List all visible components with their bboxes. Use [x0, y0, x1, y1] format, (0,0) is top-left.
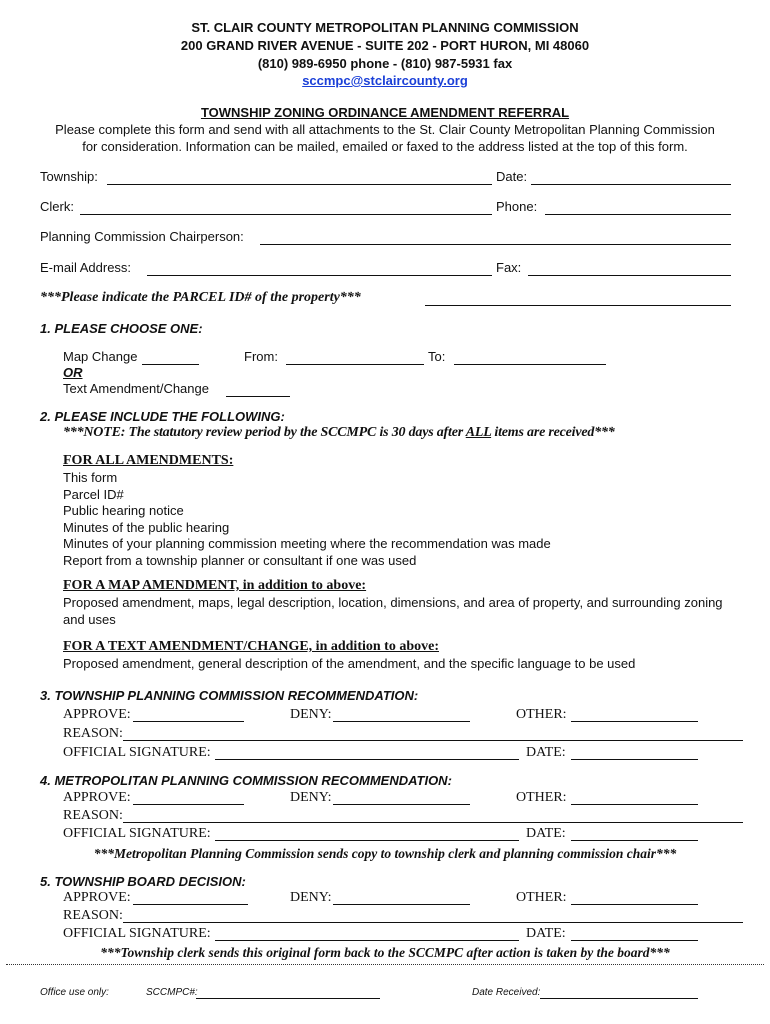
- date-received-field[interactable]: [540, 998, 698, 999]
- s3-reason-field[interactable]: [123, 740, 743, 741]
- all-amendments-heading: FOR ALL AMENDMENTS:: [63, 453, 234, 468]
- s5-signature-label: OFFICIAL SIGNATURE:: [63, 926, 211, 941]
- date-label: Date:: [496, 169, 528, 184]
- review-note-post: items are received***: [491, 425, 615, 440]
- list-item: Report from a township planner or consultant if one was used: [63, 552, 417, 568]
- s4-deny-label: DENY:: [290, 790, 332, 805]
- list-item: This form: [63, 470, 118, 485]
- chair-field[interactable]: [260, 244, 731, 245]
- s3-approve-field[interactable]: [133, 721, 244, 722]
- s4-signature-field[interactable]: [215, 840, 519, 841]
- map-amendment-line-1: Proposed amendment, maps, legal description, location, dimensions, and area of property, and surrounding zoning: [63, 595, 723, 610]
- s5-reason-field[interactable]: [123, 922, 743, 923]
- clerk-field[interactable]: [80, 214, 492, 215]
- form-title: TOWNSHIP ZONING ORDINANCE AMENDMENT REFERRAL: [200, 105, 570, 120]
- org-email-link[interactable]: sccmpc@stclaircounty.org: [302, 73, 468, 88]
- chair-label: Planning Commission Chairperson:: [40, 229, 244, 244]
- intro-line-2: for consideration. Information can be mailed, emailed or faxed to the address listed at the top of this form.: [82, 139, 688, 154]
- office-use-label: Office use only:: [40, 987, 109, 998]
- to-label: To:: [428, 349, 446, 364]
- text-amendment-line: Proposed amendment, general description of the amendment, and the specific language to be used: [63, 656, 636, 671]
- s4-date-field[interactable]: [571, 840, 698, 841]
- fax-label: Fax:: [496, 260, 522, 275]
- s5-other-field[interactable]: [571, 904, 698, 905]
- review-note-pre: ***NOTE: The statutory review period by the SCCMPC is 30 days after: [63, 425, 466, 440]
- from-label: From:: [244, 349, 278, 364]
- map-change-field[interactable]: [142, 364, 199, 365]
- s4-deny-field[interactable]: [333, 804, 470, 805]
- cut-line: [6, 964, 764, 965]
- review-note: [63, 425, 615, 441]
- list-item: Public hearing notice: [63, 503, 184, 518]
- s4-signature-label: OFFICIAL SIGNATURE:: [63, 826, 211, 841]
- list-item: Minutes of your planning commission meeting where the recommendation was made: [63, 536, 551, 551]
- s5-deny-field[interactable]: [333, 904, 470, 905]
- s5-other-label: OTHER:: [516, 890, 567, 905]
- map-amendment-heading: FOR A MAP AMENDMENT, in addition to above:: [63, 578, 367, 593]
- phone-field[interactable]: [545, 214, 731, 215]
- text-amendment-label: Text Amendment/Change: [63, 381, 209, 396]
- s5-date-field[interactable]: [571, 940, 698, 941]
- text-amendment-heading: FOR A TEXT AMENDMENT/CHANGE, in addition to above:: [63, 639, 439, 654]
- township-label: Township:: [40, 169, 98, 184]
- s3-signature-field[interactable]: [215, 759, 519, 760]
- date-received-label: Date Received:: [472, 987, 541, 998]
- org-phone: (810) 989-6950 phone - (810) 987-5931 fax: [257, 56, 513, 71]
- text-amendment-field[interactable]: [226, 396, 290, 397]
- to-field[interactable]: [454, 364, 606, 365]
- s4-note: ***Metropolitan Planning Commission sends copy to township clerk and planning commission chair***: [93, 846, 677, 861]
- date-field[interactable]: [531, 184, 731, 185]
- phone-label: Phone:: [496, 199, 538, 214]
- map-change-label: Map Change: [63, 349, 138, 364]
- section2-heading: 2. PLEASE INCLUDE THE FOLLOWING:: [40, 409, 285, 424]
- s3-date-label: DATE:: [526, 745, 566, 760]
- email-field[interactable]: [147, 275, 492, 276]
- s3-deny-label: DENY:: [290, 707, 332, 722]
- township-field[interactable]: [107, 184, 492, 185]
- or-label: OR: [63, 365, 83, 380]
- s4-approve-label: APPROVE:: [63, 790, 131, 805]
- map-amendment-line-2: and uses: [63, 612, 116, 627]
- s5-note: ***Township clerk sends this original form back to the SCCMPC after action is taken by the board***: [100, 945, 670, 960]
- s4-other-field[interactable]: [571, 804, 698, 805]
- review-note-all: ALL: [465, 425, 492, 440]
- section4-heading: 4. METROPOLITAN PLANNING COMMISSION RECOMMENDATION:: [40, 773, 452, 788]
- s3-other-field[interactable]: [571, 721, 698, 722]
- s4-other-label: OTHER:: [516, 790, 567, 805]
- s4-approve-field[interactable]: [133, 804, 244, 805]
- list-item: Minutes of the public hearing: [63, 519, 230, 535]
- intro-line-1: Please complete this form and send with all attachments to the St. Clair County Metropolitan Planning Commission: [55, 122, 715, 137]
- s5-signature-field[interactable]: [215, 940, 519, 941]
- s3-reason-label: REASON:: [63, 726, 123, 741]
- s4-date-label: DATE:: [526, 826, 566, 841]
- sccmpc-field[interactable]: [196, 998, 380, 999]
- section3-heading: 3. TOWNSHIP PLANNING COMMISSION RECOMMENDATION:: [40, 688, 419, 703]
- clerk-label: Clerk:: [40, 199, 74, 214]
- s4-reason-field[interactable]: [123, 822, 743, 823]
- s5-approve-field[interactable]: [133, 904, 248, 905]
- section5-heading: 5. TOWNSHIP BOARD DECISION:: [40, 874, 246, 889]
- s3-approve-label: APPROVE:: [63, 707, 131, 722]
- s3-other-label: OTHER:: [516, 707, 567, 722]
- section1-heading: 1. PLEASE CHOOSE ONE:: [40, 321, 203, 336]
- all-amendments-list: [63, 470, 551, 569]
- s5-approve-label: APPROVE:: [63, 890, 131, 905]
- sccmpc-label: SCCMPC#:: [146, 987, 198, 998]
- from-field[interactable]: [286, 364, 424, 365]
- s5-reason-label: REASON:: [63, 908, 123, 923]
- s5-date-label: DATE:: [526, 926, 566, 941]
- fax-field[interactable]: [528, 275, 731, 276]
- s3-deny-field[interactable]: [333, 721, 470, 722]
- s3-signature-label: OFFICIAL SIGNATURE:: [63, 745, 211, 760]
- s3-date-field[interactable]: [571, 759, 698, 760]
- parcel-label: ***Please indicate the PARCEL ID# of the property***: [40, 290, 361, 305]
- email-label: E-mail Address:: [40, 260, 132, 275]
- s5-deny-label: DENY:: [290, 890, 332, 905]
- s4-reason-label: REASON:: [63, 808, 123, 823]
- parcel-field[interactable]: [425, 305, 731, 306]
- list-item: Parcel ID#: [63, 486, 124, 502]
- org-address: 200 GRAND RIVER AVENUE - SUITE 202 - PORT HURON, MI 48060: [180, 38, 590, 53]
- org-name: ST. CLAIR COUNTY METROPOLITAN PLANNING COMMISSION: [191, 20, 579, 35]
